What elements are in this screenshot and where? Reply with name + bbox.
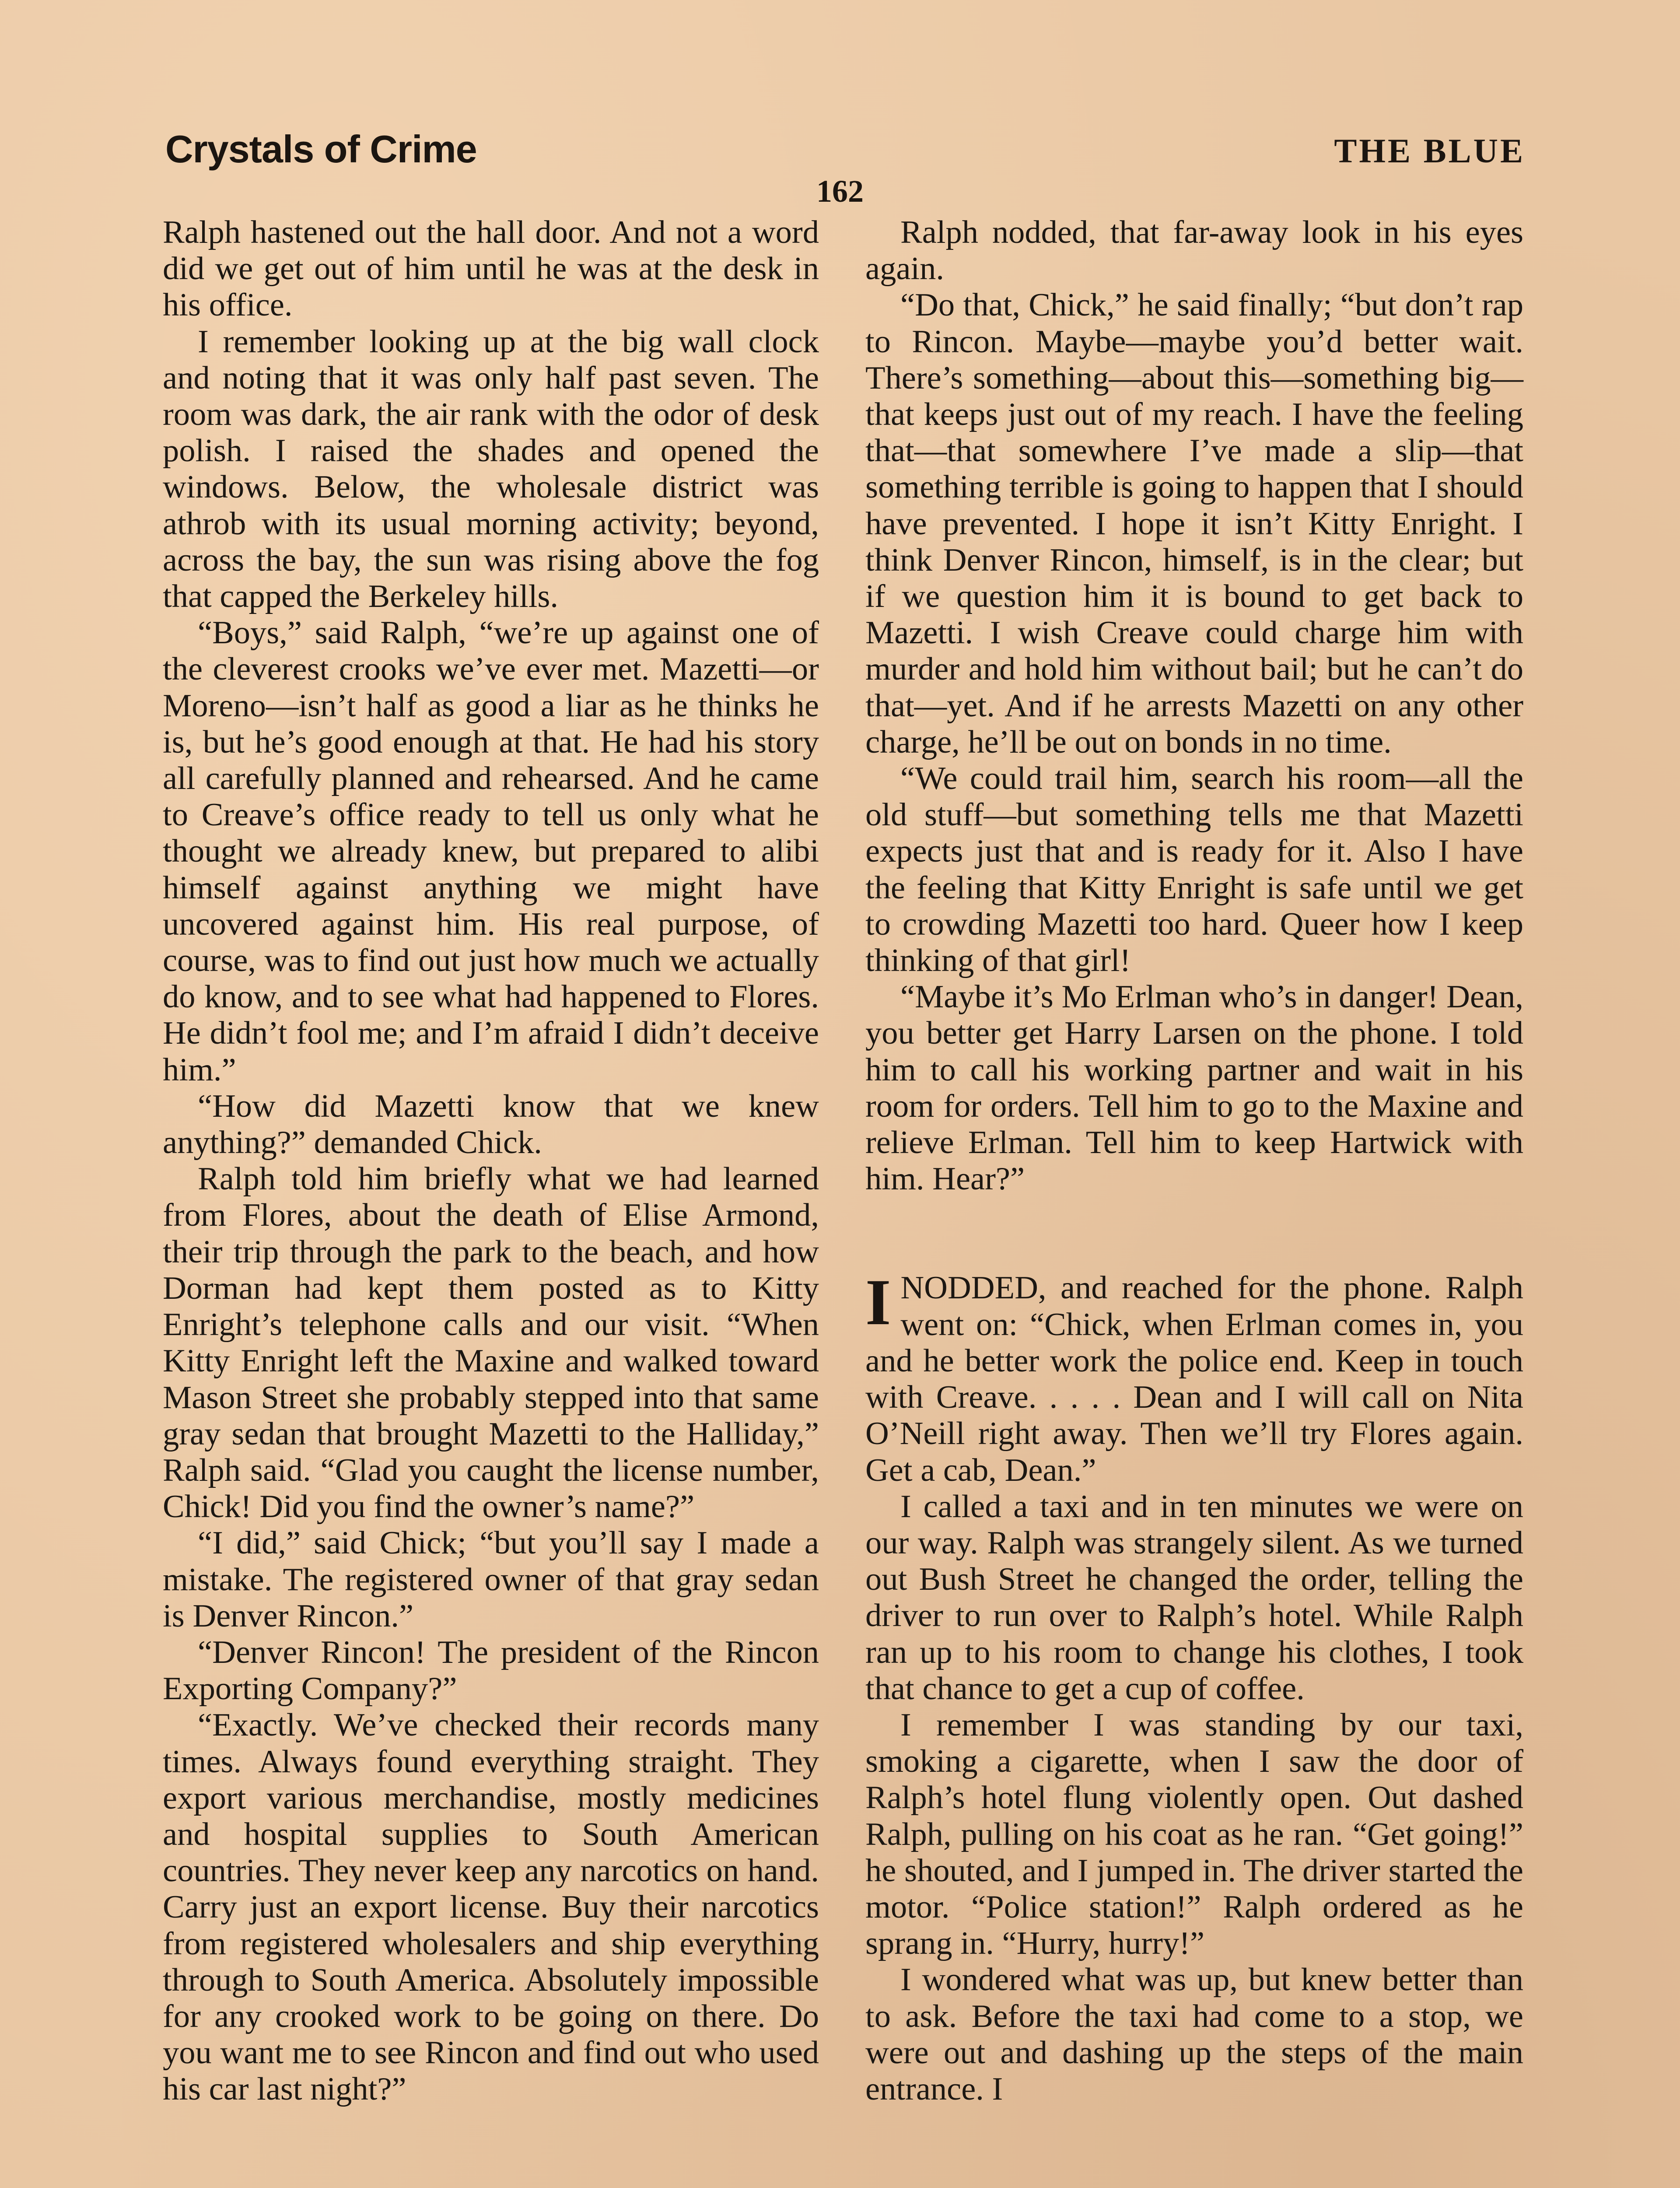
drop-cap-paragraph xyxy=(865,1266,1523,1488)
paragraph-text: NODDED, and reached for the phone. Ralph went on: “Chick, when Erlman comes in, you and he better work the police end. Keep in touch with Creave. . . . . Dean and I will call on Nita O’Neill right away. Then we’ll try Flores again. Get a cab, Dean.” xyxy=(865,1270,1523,1488)
left-column xyxy=(163,214,819,2108)
paragraph: “How did Mazetti know that we knew anything?” demanded Chick. xyxy=(163,1088,819,1161)
paragraph: “Boys,” said Ralph, “we’re up against one of the cleverest crooks we’ve ever met. Mazetti—or Moreno—isn’t half as good a liar as he thinks he is, but he’s good enough at that. He had his story all carefully planned and rehearsed. And he came to Creave’s office ready to tell us only what he thought we already knew, but prepared to alibi himself against anything we might have uncovered against him. His real purpose, of course, was to find out just how much we actually do know, and to see what had happened to Flores. He didn’t fool me; and I’m afraid I didn’t deceive him.” xyxy=(163,615,819,1088)
paragraph: “I did,” said Chick; “but you’ll say I made a mistake. The registered owner of that gray sedan is Denver Rincon.” xyxy=(163,1525,819,1634)
paragraph: Ralph hastened out the hall door. And not a word did we get out of him until he was at the desk in his office. xyxy=(163,214,819,323)
paragraph: “Maybe it’s Mo Erlman who’s in danger! Dean, you better get Harry Larsen on the phone. I told him to call his working partner and wait in his room for orders. Tell him to go to the Maxine and relieve Erlman. Tell him to keep Hartwick with him. Hear?” xyxy=(865,979,1523,1197)
paragraph: “Do that, Chick,” he said finally; “but don’t rap to Rincon. Maybe—maybe you’d better wait. There’s something—about this—something big—that keeps just out of my reach. I have the feeling that—that somewhere I’ve made a slip—that something terrible is going to happen that I should have prevented. I hope it isn’t Kitty Enright. I think Denver Rincon, himself, is in the clear; but if we question him it is bound to get back to Mazetti. I wish Creave could charge him with murder and hold him without bail; but he can’t do that—yet. And if he arrests Mazetti on any other charge, he’ll be out on bonds in no time. xyxy=(865,287,1523,760)
paragraph: “We could trail him, search his room—all the old stuff—but something tells me that Mazetti expects just that and is ready for it. Also I have the feeling that Kitty Enright is safe until we get to crowding Mazetti too hard. Queer how I keep thinking of that girl! xyxy=(865,761,1523,979)
section-break xyxy=(865,1197,1523,1270)
page-number: 162 xyxy=(816,174,864,209)
paragraph: I wondered what was up, but knew better than to ask. Before the taxi had come to a stop, we were out and dashing up the steps of the main entrance. I xyxy=(865,1962,1523,2107)
paragraph: Ralph nodded, that far-away look in his eyes again. xyxy=(865,214,1523,287)
paragraph: Ralph told him briefly what we had learned from Flores, about the death of Elise Armond, their trip through the park to the beach, and how Dorman had kept them posted as to Kitty Enright’s telephone calls and our visit. “When Kitty Enright left the Maxine and walked toward Mason Street she probably stepped into that same gray sedan that brought Mazetti to the Halliday,” Ralph said. “Glad you caught the license number, Chick! Did you find the owner’s name?” xyxy=(163,1161,819,1525)
story-title: Crystals of Crime xyxy=(165,127,477,171)
paragraph: “Denver Rincon! The president of the Rincon Exporting Company?” xyxy=(163,1634,819,1707)
paragraph: I remember looking up at the big wall clock and noting that it was only half past seven. The room was dark, the air rank with the odor of desk polish. I raised the shades and opened the windows. Below, the wholesale district was athrob with its usual morning activity; beyond, across the bay, the sun was rising above the fog that capped the Berkeley hills. xyxy=(163,323,819,615)
paragraph: “Exactly. We’ve checked their records many times. Always found everything straight. They export various merchandise, mostly medicines and hospital supplies to South American countries. They never keep any narcotics on hand. Carry just an export license. Buy their narcotics from registered wholesalers and ship everything through to South America. Absolutely impossible for any crooked work to be going on there. Do you want me to see Rincon and find out who used his car last night?” xyxy=(163,1707,819,2107)
magazine-title: THE BLUE xyxy=(1334,132,1525,170)
paragraph: I remember I was standing by our taxi, smoking a cigarette, when I saw the door of Ralph’s hotel flung violently open. Out dashed Ralph, pulling on his coat as he ran. “Get going!” he shouted, and I jumped in. The driver started the motor. “Police station!” Ralph ordered as he sprang in. “Hurry, hurry!” xyxy=(865,1707,1523,1962)
drop-cap: I xyxy=(865,1266,891,1339)
right-column xyxy=(865,214,1523,2107)
paragraph: I called a taxi and in ten minutes we were on our way. Ralph was strangely silent. As we turned out Bush Street he changed the order, telling the driver to run over to Ralph’s hotel. While Ralph ran up to his room to change his clothes, I took that chance to get a cup of coffee. xyxy=(865,1488,1523,1707)
